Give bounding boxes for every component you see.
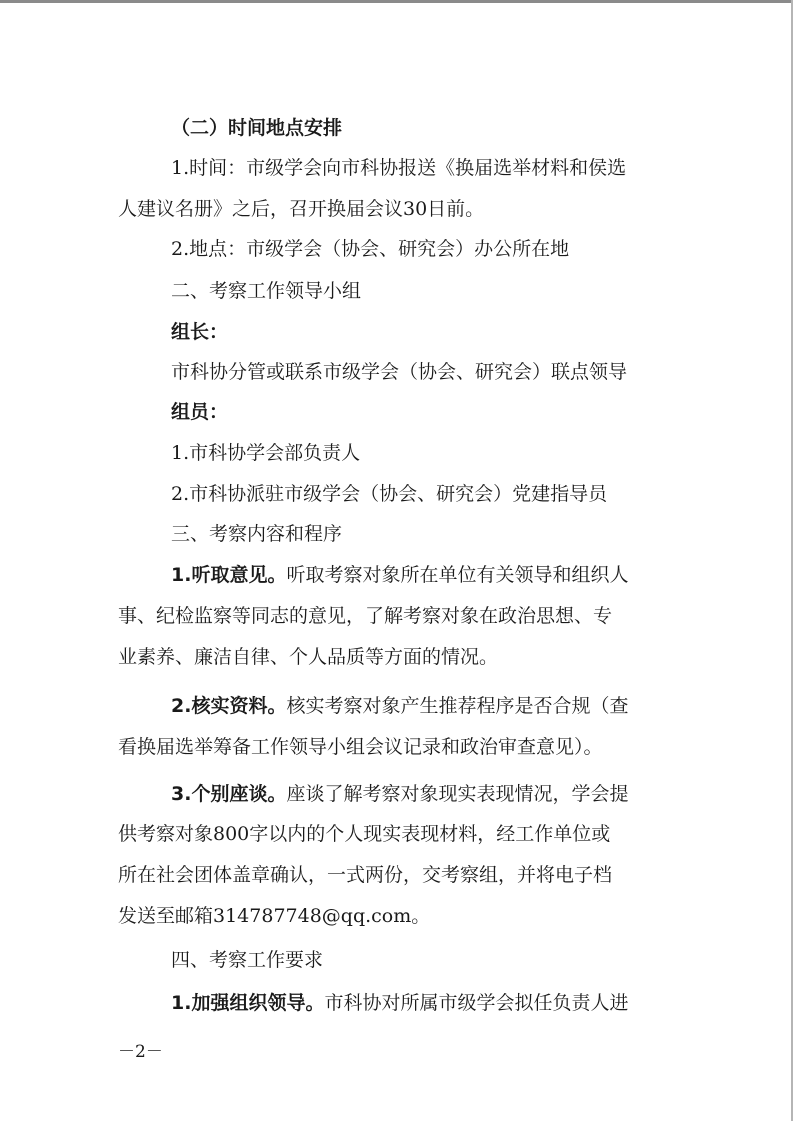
item-1-title: 1.听取意见。: [171, 564, 287, 586]
item-1-line-2: 事、纪检监察等同志的意见，了解考察对象在政治思想、专: [118, 605, 613, 627]
leader-text: 市科协分管或联系市级学会（协会、研究会）联点领导: [171, 361, 628, 383]
item-1-line-1: [171, 563, 628, 587]
members-label: 组员：: [171, 401, 229, 423]
item-3-line-1: [171, 782, 628, 806]
time-line-1: 1.时间：市级学会向市科协报送《换届选举材料和侯选: [171, 157, 627, 179]
item-1-text: 听取考察对象所在单位有关领导和组织人: [286, 564, 629, 586]
item-3-line-4: 发送至邮箱314787748@qq.com。: [118, 905, 431, 927]
section-4-heading: 四、考察工作要求: [171, 949, 324, 971]
item-4-text: 市科协对所属市级学会拟任负责人进: [324, 992, 629, 1014]
item-3-line-3: 所在社会团体盖章确认，一式两份，交考察组，并将电子档: [118, 864, 613, 886]
item-4-title: 1.加强组织领导。: [171, 992, 325, 1014]
item-1-line-3: 业素养、廉洁自律、个人品质等方面的情况。: [118, 646, 499, 668]
item-2-title: 2.核实资料。: [171, 695, 287, 717]
item-3-title: 3.个别座谈。: [171, 783, 287, 805]
item-2-line-2: 看换届选举筹备工作领导小组会议记录和政治审查意见）。: [118, 736, 603, 758]
leader-label: 组长：: [171, 321, 229, 343]
member-2: 2.市科协派驻市级学会（协会、研究会）党建指导员: [171, 483, 608, 505]
sub-heading-time-place: （二）时间地点安排: [171, 117, 343, 139]
item-3-text: 座谈了解考察对象现实表现情况，学会提: [286, 783, 629, 805]
page-number: －2－: [118, 1042, 163, 1062]
item-4-line-1: [171, 991, 628, 1015]
scan-top-edge: [0, 0, 793, 3]
section-2-heading: 二、考察工作领导小组: [171, 280, 362, 302]
item-2-text: 核实考察对象产生推荐程序是否合规（查: [286, 695, 629, 717]
item-2-line-1: [171, 694, 628, 718]
time-line-2: 人建议名册》之后，召开换届会议30日前。: [118, 198, 485, 220]
section-3-heading: 三、考察内容和程序: [171, 523, 343, 545]
member-1: 1.市科协学会部负责人: [171, 442, 361, 464]
item-3-line-2: 供考察对象800字以内的个人现实表现材料，经工作单位或: [118, 823, 611, 845]
place-line: 2.地点：市级学会（协会、研究会）办公所在地: [171, 238, 570, 260]
